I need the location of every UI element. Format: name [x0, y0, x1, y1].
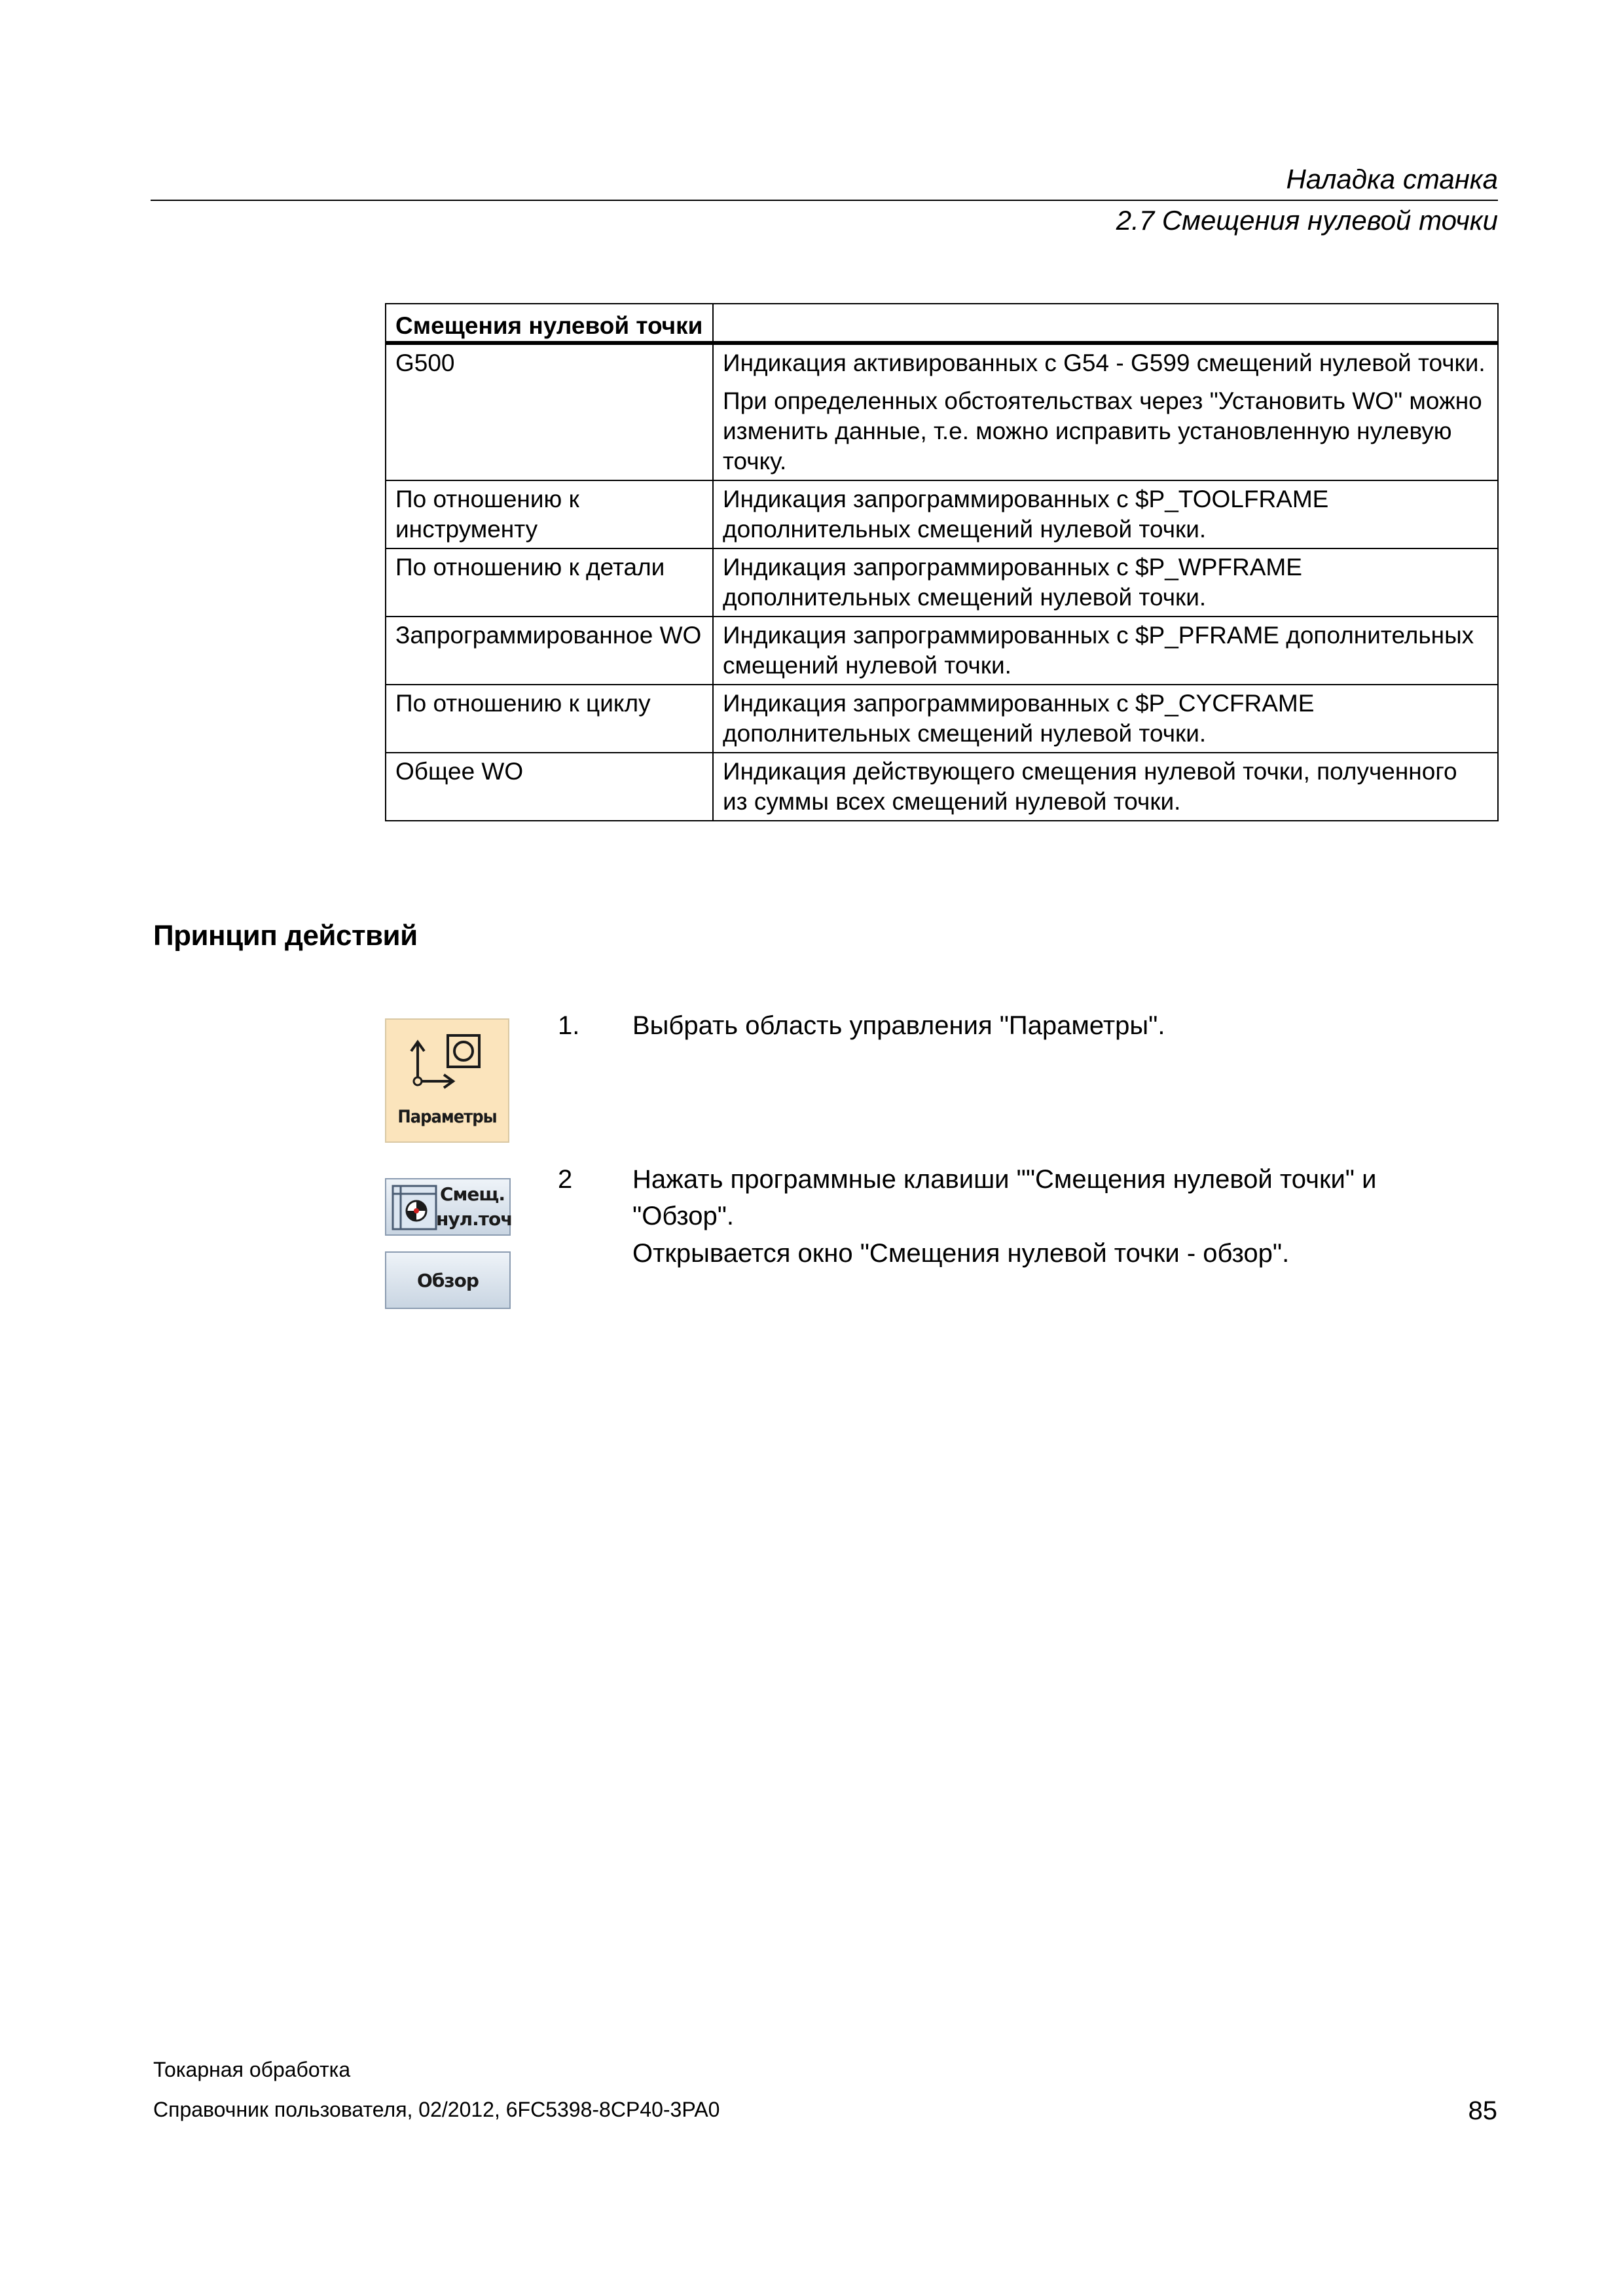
- step-text: Выбрать область управления "Параметры".: [632, 1011, 1165, 1040]
- parameters-key[interactable]: [385, 1018, 509, 1143]
- step-number: 1.: [558, 1011, 580, 1040]
- page-number: 85: [1468, 2096, 1497, 2125]
- work-offset-softkey-label-2: нул.точ: [436, 1208, 513, 1230]
- table-row: [386, 343, 1498, 480]
- procedure-heading: Принцип действий: [153, 920, 418, 952]
- offset-description: Индикация запрограммированных с $P_WPFRAME дополнительных смещений нулевой точки.: [713, 548, 1498, 617]
- offset-description: Индикация запрограммированных с $P_CYCFRAME дополнительных смещений нулевой точки.: [713, 685, 1498, 753]
- offset-name: Запрограммированное WO: [386, 617, 713, 685]
- offset-name: По отношению к циклу: [386, 685, 713, 753]
- overview-softkey-label: Обзор: [417, 1270, 479, 1291]
- description-paragraph: Индикация активированных с G54 - G599 смещений нулевой точки.: [723, 350, 1486, 376]
- table-row: [386, 617, 1498, 685]
- footer-document: Справочник пользователя, 02/2012, 6FC5398-8CP40-3PA0: [153, 2098, 720, 2121]
- step-result: Открывается окно "Смещения нулевой точки - обзор".: [632, 1239, 1290, 1268]
- table-header-row: [386, 304, 1498, 343]
- offset-name: G500: [386, 343, 713, 480]
- footer-product: Токарная обработка: [153, 2058, 351, 2081]
- offset-name: Общее WO: [386, 753, 713, 821]
- step-text: Нажать программные клавиши ""Смещения нулевой точки" и "Обзор".: [632, 1165, 1377, 1230]
- offset-description: Индикация запрограммированных с $P_TOOLFRAME дополнительных смещений нулевой точки.: [713, 480, 1498, 548]
- offset-description: Индикация действующего смещения нулевой точки, полученного из суммы всех смещений нулевой точки.: [713, 753, 1498, 821]
- offset-name: По отношению к детали: [386, 548, 713, 617]
- overview-softkey[interactable]: [385, 1251, 511, 1309]
- offset-name: По отношению к инструменту: [386, 480, 713, 548]
- work-offset-softkey[interactable]: [385, 1178, 511, 1236]
- table-row: [386, 753, 1498, 821]
- offset-description: [713, 343, 1498, 480]
- table-row: [386, 548, 1498, 617]
- running-header-section: 2.7 Смещения нулевой точки: [1116, 205, 1498, 236]
- table-row: [386, 685, 1498, 753]
- work-offset-table: [385, 303, 1499, 821]
- description-paragraph: При определенных обстоятельствах через "Установить WO" можно изменить данные, т.е. можно исправить установленную нулевую точку.: [723, 387, 1482, 475]
- work-offset-icon: [392, 1185, 437, 1230]
- running-header-chapter: Наладка станка: [1286, 164, 1498, 194]
- table-header-cell: Смещения нулевой точки: [386, 304, 713, 343]
- step-number: 2: [558, 1165, 573, 1194]
- table-row: [386, 480, 1498, 548]
- table-header-cell: [713, 304, 1498, 343]
- parameters-key-label: Параметры: [397, 1107, 497, 1127]
- work-offset-softkey-label-1: Смещ.: [440, 1183, 505, 1205]
- offset-description: Индикация запрограммированных с $P_PFRAME дополнительных смещений нулевой точки.: [713, 617, 1498, 685]
- parameters-icon: [386, 1025, 508, 1103]
- header-rule: [151, 200, 1498, 201]
